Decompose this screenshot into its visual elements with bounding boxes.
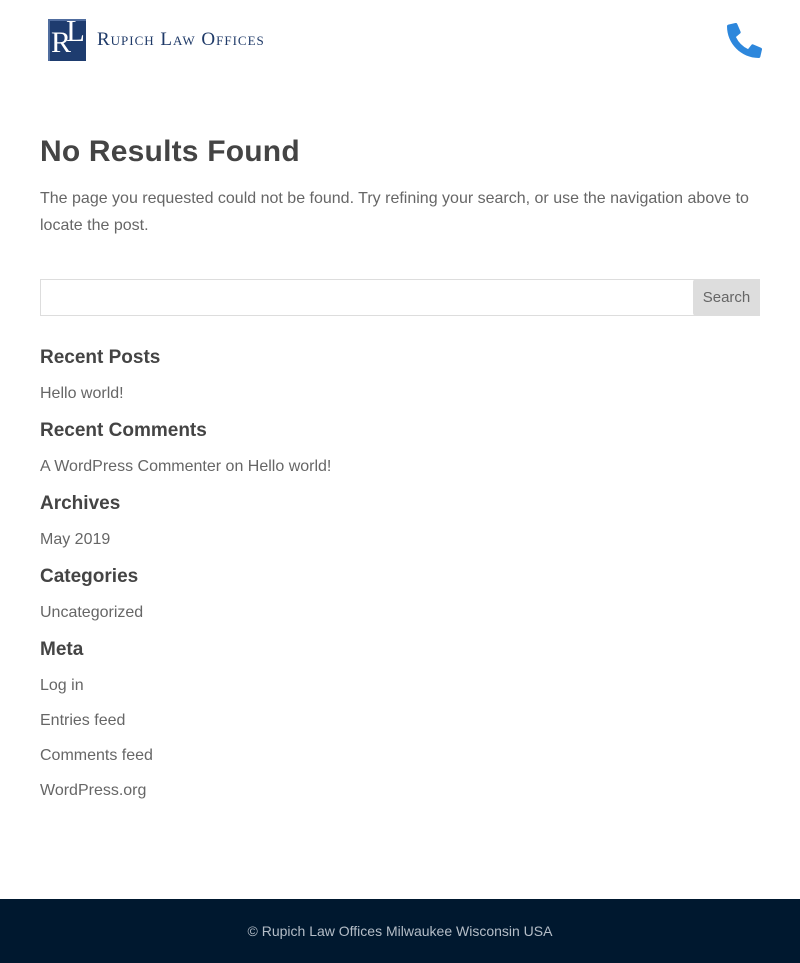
phone-icon	[727, 23, 762, 58]
page-description: The page you requested could not be found. Try refining your search, or use the navigation above to locate the post.	[40, 190, 749, 234]
phone-link[interactable]	[727, 23, 762, 58]
archive-link[interactable]: May 2019	[40, 531, 111, 548]
widget-title: Archives	[40, 493, 121, 514]
site-name: Rupich Law Offices	[97, 29, 265, 50]
logo-letter-l: L	[66, 19, 85, 48]
meta-entries-feed-link[interactable]: Entries feed	[40, 712, 126, 729]
recent-comment-item	[40, 457, 760, 477]
site-header	[0, 0, 800, 80]
logo-letter-r: R	[51, 26, 72, 59]
comment-post-link[interactable]: Hello world!	[247, 458, 332, 475]
widget-recent-comments	[40, 420, 760, 477]
widget-categories	[40, 566, 760, 623]
search-button[interactable]: Search	[693, 279, 760, 316]
widget-title: Categories	[40, 566, 139, 587]
comment-author-link[interactable]: A WordPress Commenter	[40, 458, 222, 475]
logo-monogram	[48, 19, 86, 61]
comment-separator: on	[221, 458, 248, 475]
meta-login-link[interactable]: Log in	[40, 677, 84, 694]
widget-meta	[40, 639, 760, 801]
recent-post-link[interactable]: Hello world!	[40, 385, 124, 402]
search-input[interactable]	[40, 279, 760, 316]
site-footer	[0, 899, 800, 963]
widget-title: Recent Posts	[40, 347, 161, 368]
meta-comments-feed-link[interactable]: Comments feed	[40, 747, 153, 764]
page-title: No Results Found	[40, 135, 300, 168]
site-logo[interactable]	[48, 19, 265, 61]
meta-wordpress-link[interactable]: WordPress.org	[40, 782, 147, 799]
widget-recent-posts	[40, 347, 760, 404]
main-content	[0, 80, 800, 899]
widget-title: Meta	[40, 639, 84, 660]
widget-archives	[40, 493, 760, 550]
footer-copyright: © Rupich Law Offices Milwaukee Wisconsin USA	[247, 923, 553, 939]
category-link[interactable]: Uncategorized	[40, 604, 144, 621]
widget-title: Recent Comments	[40, 420, 207, 441]
search-form	[40, 279, 760, 316]
